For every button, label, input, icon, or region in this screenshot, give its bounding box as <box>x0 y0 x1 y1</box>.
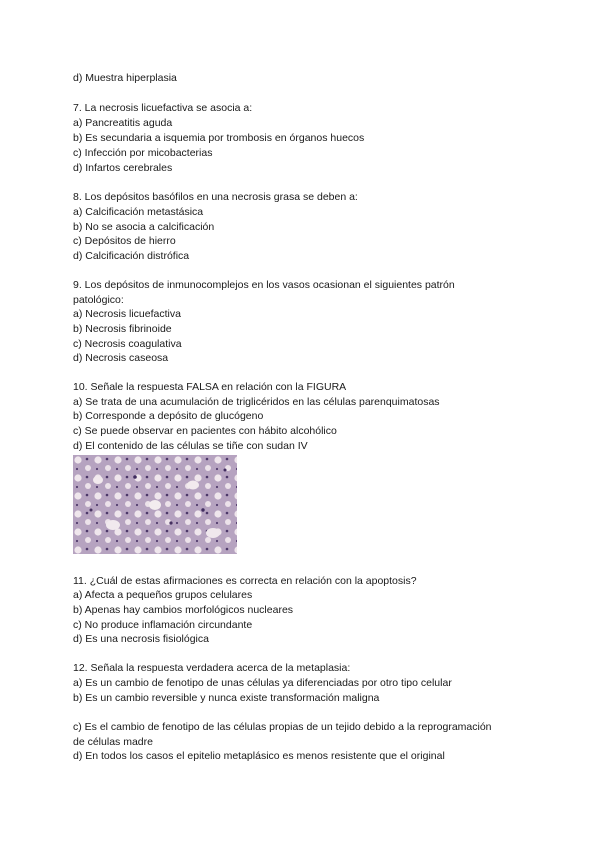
q8-stem: 8. Los depósitos basófilos en una necrosis grasa se deben a: <box>73 191 358 203</box>
q8-option-d: d) Calcificación distrófica <box>73 250 190 262</box>
q11-option-a: a) Afecta a pequeños grupos celulares <box>73 589 253 601</box>
q12-option-c: c) Es el cambio de fenotipo de las células propias de un tejido debido a la reprogramación <box>73 721 492 733</box>
q9-option-b: b) Necrosis fibrinoide <box>73 323 172 335</box>
q9-stem: 9. Los depósitos de inmunocomplejos en los vasos ocasionan el siguientes patrón <box>73 279 455 291</box>
q12-stem: 12. Señala la respuesta verdadera acerca de la metaplasia: <box>73 662 351 674</box>
q10-option-a: a) Se trata de una acumulación de triglicéridos en las células parenquimatosas <box>73 396 440 408</box>
q10-stem: 10. Señale la respuesta FALSA en relación con la FIGURA <box>73 381 347 393</box>
q11-option-c: c) No produce inflamación circundante <box>73 619 253 631</box>
q7-option-b: b) Es secundaria a isquemia por trombosis en órganos huecos <box>73 132 365 144</box>
q10-option-b: b) Corresponde a depósito de glucógeno <box>73 410 264 422</box>
q12-option-c-cont: de células madre <box>73 736 153 748</box>
q7-option-d: d) Infartos cerebrales <box>73 162 173 174</box>
q11-stem: 11. ¿Cuál de estas afirmaciones es correcta en relación con la apoptosis? <box>73 575 417 587</box>
q12-option-a: a) Es un cambio de fenotipo de unas células ya diferenciadas por otro tipo celular <box>73 677 452 689</box>
q12-option-d: d) En todos los casos el epitelio metaplásico es menos resistente que el original <box>73 750 445 762</box>
q7-option-c: c) Infección por micobacterias <box>73 147 213 159</box>
histology-figure-image <box>73 455 237 554</box>
micrograph-svg <box>73 455 237 554</box>
q9-option-c: c) Necrosis coagulativa <box>73 338 182 350</box>
q12-option-b: b) Es un cambio reversible y nunca existe transformación maligna <box>73 692 380 704</box>
q10-option-d: d) El contenido de las células se tiñe con sudan IV <box>73 440 308 452</box>
q9-stem-cont: patológico: <box>73 294 124 306</box>
q11-option-b: b) Apenas hay cambios morfológicos nucleares <box>73 604 294 616</box>
q9-option-d: d) Necrosis caseosa <box>73 352 169 364</box>
q10-option-c: c) Se puede observar en pacientes con hábito alcohólico <box>73 425 337 437</box>
q8-option-b: b) No se asocia a calcificación <box>73 221 215 233</box>
q9-option-a: a) Necrosis licuefactiva <box>73 308 181 320</box>
q11-option-d: d) Es una necrosis fisiológica <box>73 633 209 645</box>
q8-option-c: c) Depósitos de hierro <box>73 235 176 247</box>
q7-option-a: a) Pancreatitis aguda <box>73 117 173 129</box>
q6-option-d: d) Muestra hiperplasia <box>73 72 177 84</box>
q8-option-a: a) Calcificación metastásica <box>73 206 204 218</box>
q7-stem: 7. La necrosis licuefactiva se asocia a: <box>73 102 253 114</box>
